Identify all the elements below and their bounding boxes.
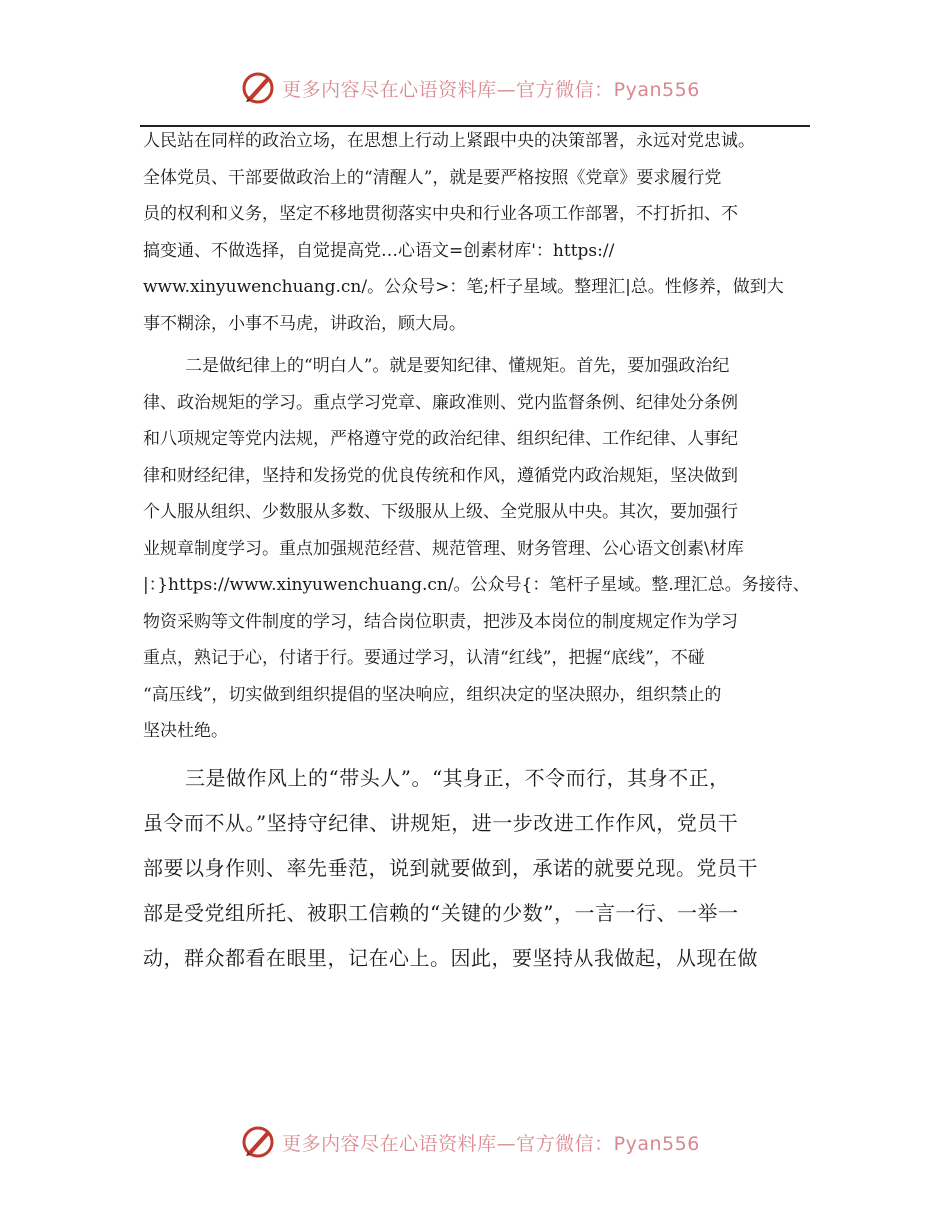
footer-watermark [0, 1120, 950, 1164]
header-watermark [0, 66, 950, 110]
text-line: |：}https://www.xinyuwenchuang.cn/。公众号{：笔杆子星域。整.理汇总。务接待、 [143, 575, 810, 595]
watermark-text: 更多内容尽在心语资料库—官方微信：Pyan556 [282, 78, 700, 101]
watermark-text: 更多内容尽在心语资料库—官方微信：Pyan556 [282, 1132, 700, 1155]
text-line: 个人服从组织、少数服从多数、下级服从上级、全党服从中央。其次，要加强行 [143, 502, 738, 522]
text-line: “高压线”，切实做到组织提倡的坚决响应，组织决定的坚决照办，组织禁止的 [143, 684, 722, 705]
text-line: 业规章制度学习。重点加强规范经营、规范管理、财务管理、公心语文创素\材库 [143, 538, 744, 559]
document-body [143, 123, 811, 981]
paragraph-1 [143, 123, 811, 342]
text-line: 虽令而不从。”坚持守纪律、讲规矩，进一步改进工作作风，党员干 [143, 810, 739, 835]
text-line: 二是做纪律上的“明白人”。就是要知纪律、懂规矩。首先，要加强政治纪 [185, 356, 730, 376]
text-line: 全体党员、干部要做政治上的“清醒人”，就是要严格按照《党章》要求履行党 [143, 167, 722, 188]
text-line: 律和财经纪律，坚持和发扬党的优良传统和作风，遵循党内政治规矩，坚决做到 [143, 465, 738, 486]
text-line: www.xinyuwenchuang.cn/。公众号>：笔;杆子星域。整理汇|总。性修养，做到大 [143, 277, 784, 297]
paragraph-2 [143, 348, 811, 750]
text-line: 员的权利和义务，坚定不移地贯彻落实中央和行业各项工作部署，不打折扣、不 [143, 204, 738, 224]
text-line: 搞变通、不做选择，自觉提高党…心语文=创素材库'：https:// [143, 240, 615, 261]
text-line: 律、政治规矩的学习。重点学习党章、廉政准则、党内监督条例、纪律处分条例 [143, 392, 738, 413]
text-line: 重点，熟记于心，付诸于行。要通过学习，认清“红线”，把握“底线”，不碰 [143, 648, 705, 668]
text-line: 事不糊涂，小事不马虎，讲政治，顾大局。 [143, 313, 466, 334]
pen-logo-icon [240, 1124, 276, 1160]
text-line: 物资采购等文件制度的学习，结合岗位职责，把涉及本岗位的制度规定作为学习 [143, 611, 738, 632]
text-line: 部要以身作则、率先垂范，说到就要做到，承诺的就要兑现。党员干 [143, 855, 758, 880]
text-line: 坚决杜绝。 [143, 721, 228, 741]
pen-logo-icon [240, 70, 276, 106]
text-line: 部是受党组所托、被职工信赖的“关键的少数”，一言一行、一举一 [143, 900, 739, 925]
text-line: 人民站在同样的政治立场，在思想上行动上紧跟中央的决策部署，永远对党忠诚。 [143, 131, 755, 151]
text-line: 动，群众都看在眼里，记在心上。因此，要坚持从我做起，从现在做 [143, 945, 758, 970]
paragraph-3 [143, 756, 811, 981]
text-line: 三是做作风上的“带头人”。“其身正，不令而行，其身不正， [185, 765, 730, 790]
text-line: 和八项规定等党内法规，严格遵守党的政治纪律、组织纪律、工作纪律、人事纪 [143, 429, 738, 449]
